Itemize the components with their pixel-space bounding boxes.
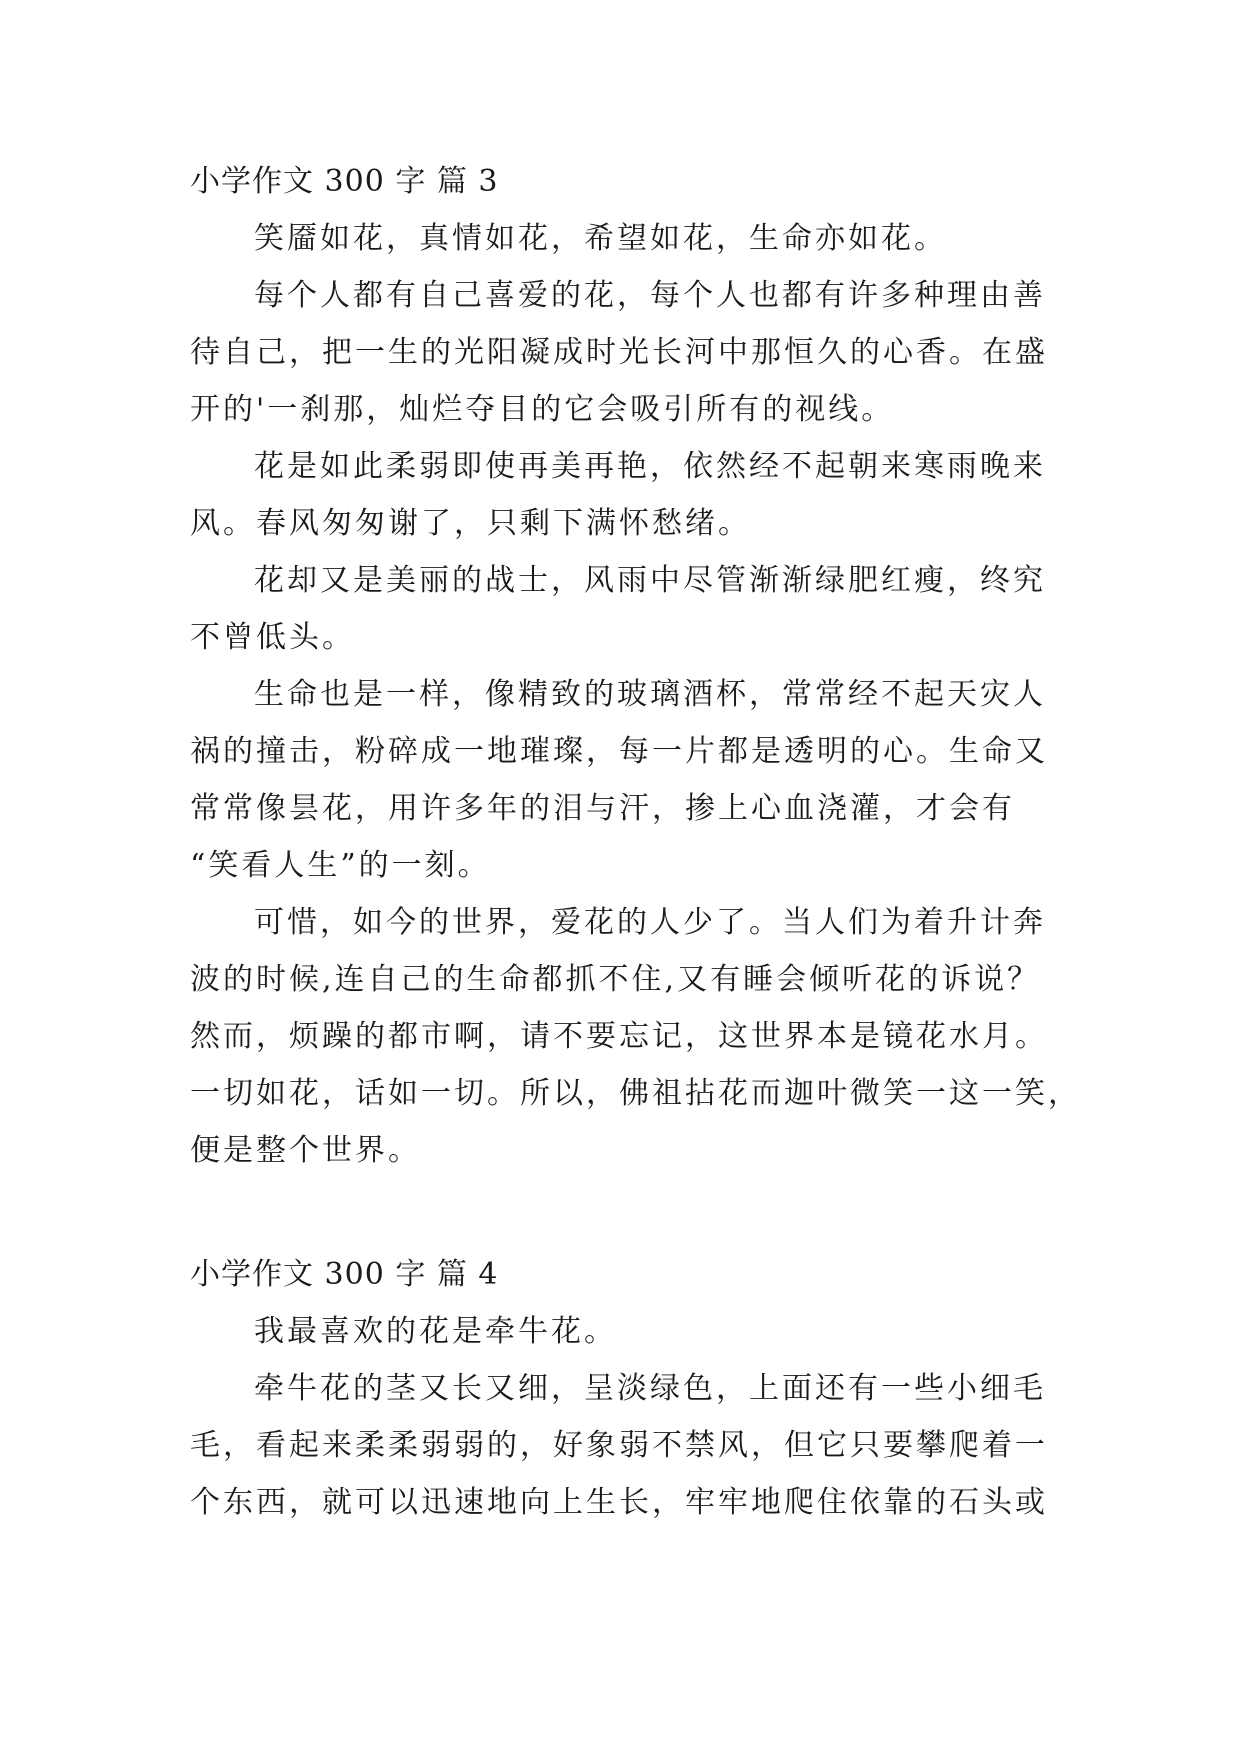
paragraph-line: 待自己，把一生的光阳凝成时光长河中那恒久的心香。在盛	[190, 335, 1048, 370]
paragraph-line: 然而，烦躁的都市啊，请不要忘记，这世界本是镜花水月。	[190, 1019, 1048, 1054]
section-heading: 小学作文 300 字 篇 3	[190, 164, 499, 199]
paragraph-line: 生命也是一样，像精致的玻璃酒杯，常常经不起天灾人	[254, 677, 1046, 712]
paragraph-line: 开的'一刹那，灿烂夺目的它会吸引所有的视线。	[190, 392, 895, 427]
paragraph-line: 我最喜欢的花是牵牛花。	[254, 1314, 617, 1349]
paragraph-line: 风。春风匆匆谢了，只剩下满怀愁绪。	[190, 506, 751, 541]
paragraph-line: 波的时候,连自己的生命都抓不住,又有睡会倾听花的诉说？	[190, 962, 1041, 997]
paragraph-line: 祸的撞击，粉碎成一地璀璨，每一片都是透明的心。生命又	[190, 734, 1048, 769]
paragraph-line: 花却又是美丽的战士，风雨中尽管渐渐绿肥红瘦，终究	[254, 563, 1046, 598]
paragraph-line: 每个人都有自己喜爱的花，每个人也都有许多种理由善	[254, 278, 1046, 313]
paragraph-line: 常常像昙花，用许多年的泪与汗，掺上心血浇灌，才会有	[190, 791, 1015, 826]
paragraph-line: “笑看人生”的一刻。	[190, 848, 491, 883]
paragraph-line: 毛，看起来柔柔弱弱的，好象弱不禁风，但它只要攀爬着一	[190, 1428, 1048, 1463]
paragraph-line: 一切如花，话如一切。所以，佛祖拈花而迦叶微笑一这一笑，	[190, 1076, 1081, 1111]
section-heading: 小学作文 300 字 篇 4	[190, 1257, 499, 1292]
paragraph-line: 个东西，就可以迅速地向上生长，牢牢地爬住依靠的石头或	[190, 1485, 1048, 1520]
paragraph-line: 可惜，如今的世界，爱花的人少了。当人们为着升计奔	[254, 905, 1046, 940]
paragraph-line: 笑靥如花，真情如花，希望如花，生命亦如花。	[254, 221, 947, 256]
paragraph-line: 便是整个世界。	[190, 1133, 421, 1168]
paragraph-line: 牵牛花的茎又长又细，呈淡绿色，上面还有一些小细毛	[254, 1371, 1046, 1406]
paragraph-line: 不曾低头。	[190, 620, 355, 655]
paragraph-line: 花是如此柔弱即使再美再艳，依然经不起朝来寒雨晚来	[254, 449, 1046, 484]
